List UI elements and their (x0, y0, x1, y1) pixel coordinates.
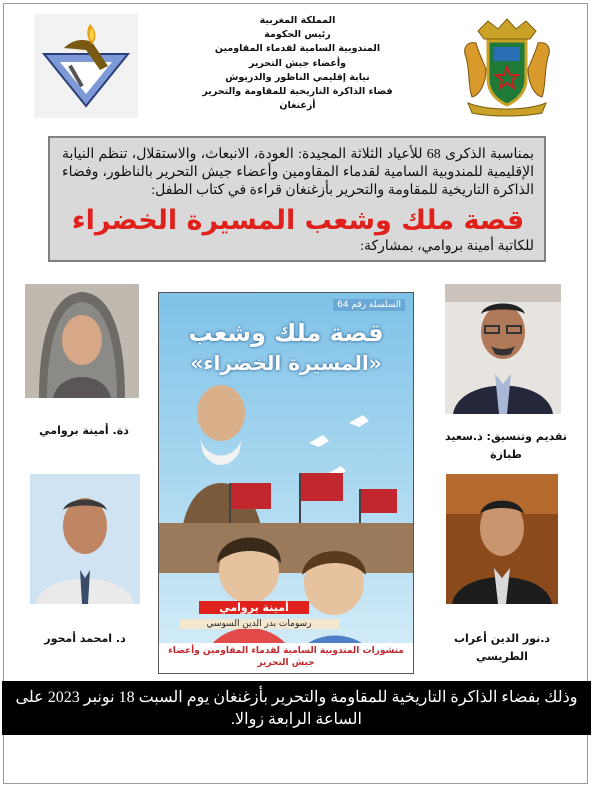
cover-title-line2: «المسيرة الخضراء» (190, 351, 382, 375)
header-line-city: أزغنغان (279, 100, 316, 112)
intro-paragraph: بمناسبة الذكرى 68 للأعياد الثلاثة المجيدة: العودة، الانبعاث، والاستقلال، تنظم النيابة الإقليمية للمندوبية السامية لقدماء المقاومين وأعضاء جيش التحرير بالناظور، وفضاء الذاكرة التاريخية للمقاومة والتحرير بأزغنغان قراءة في كتاب الطفل: (62, 147, 534, 198)
caption-amina-barwami: ذة. أمينة بروامي (39, 424, 129, 437)
photo-mhamed-amhour (30, 474, 140, 604)
header-line-government: رئيس الحكومة (264, 29, 331, 41)
author-line: للكاتبة أمينة بروامي، بمشاركة: (360, 239, 534, 254)
header-line-kingdom: المملكة المغربية (259, 15, 336, 26)
photo-amina-barwami (25, 284, 139, 398)
header-text-block (185, 14, 410, 113)
header-line-delegation: نيابة إقليمي الناظور والدريوش (225, 71, 370, 83)
photo-noureddine-aarab (446, 474, 558, 604)
moroccan-emblem (458, 17, 556, 117)
cover-illustrator: رسومات بدر الدين السوسي (179, 619, 339, 629)
resistance-logo (34, 14, 138, 118)
footer-bar (2, 681, 591, 735)
cover-title-line1: قصة ملك وشعب (188, 319, 384, 347)
photo-said-tbaza (445, 284, 561, 414)
header-line-liberation-army: وأعضاء جيش التحرير (248, 57, 347, 69)
intro-box (48, 136, 546, 262)
book-cover (158, 292, 414, 674)
header-line-memory-space: فضاء الذاكرة التاريخية للمقاومة والتحرير (202, 86, 393, 98)
book-title: قصة ملك وشعب المسيرة الخضراء (71, 205, 525, 236)
header-line-commission: المندوبية السامية لقدماء المقاومين (214, 43, 381, 55)
caption-mhamed-amhour: د. امحمد أمحور (44, 632, 126, 645)
footer-text: وذلك بفضاء الذاكرة التاريخية للمقاومة والتحرير بأزغنغان يوم السبت 18 نونبر 2023 على الساعة الرابعة زوالا. (15, 689, 578, 728)
cover-author: أمينة بروامي (199, 601, 309, 614)
caption-noureddine-aarab: د.نور الدين أعراب الطريسي (453, 632, 551, 663)
cover-publisher: منشورات المندوبية السامية لقدماء المقاومين وأعضاء جيش التحرير (168, 646, 404, 668)
caption-said-tbaza: تقديم وتنسيق: ذ.سعيد طبازة (445, 430, 567, 461)
cover-series: السلسلة رقم 64 (333, 299, 405, 311)
